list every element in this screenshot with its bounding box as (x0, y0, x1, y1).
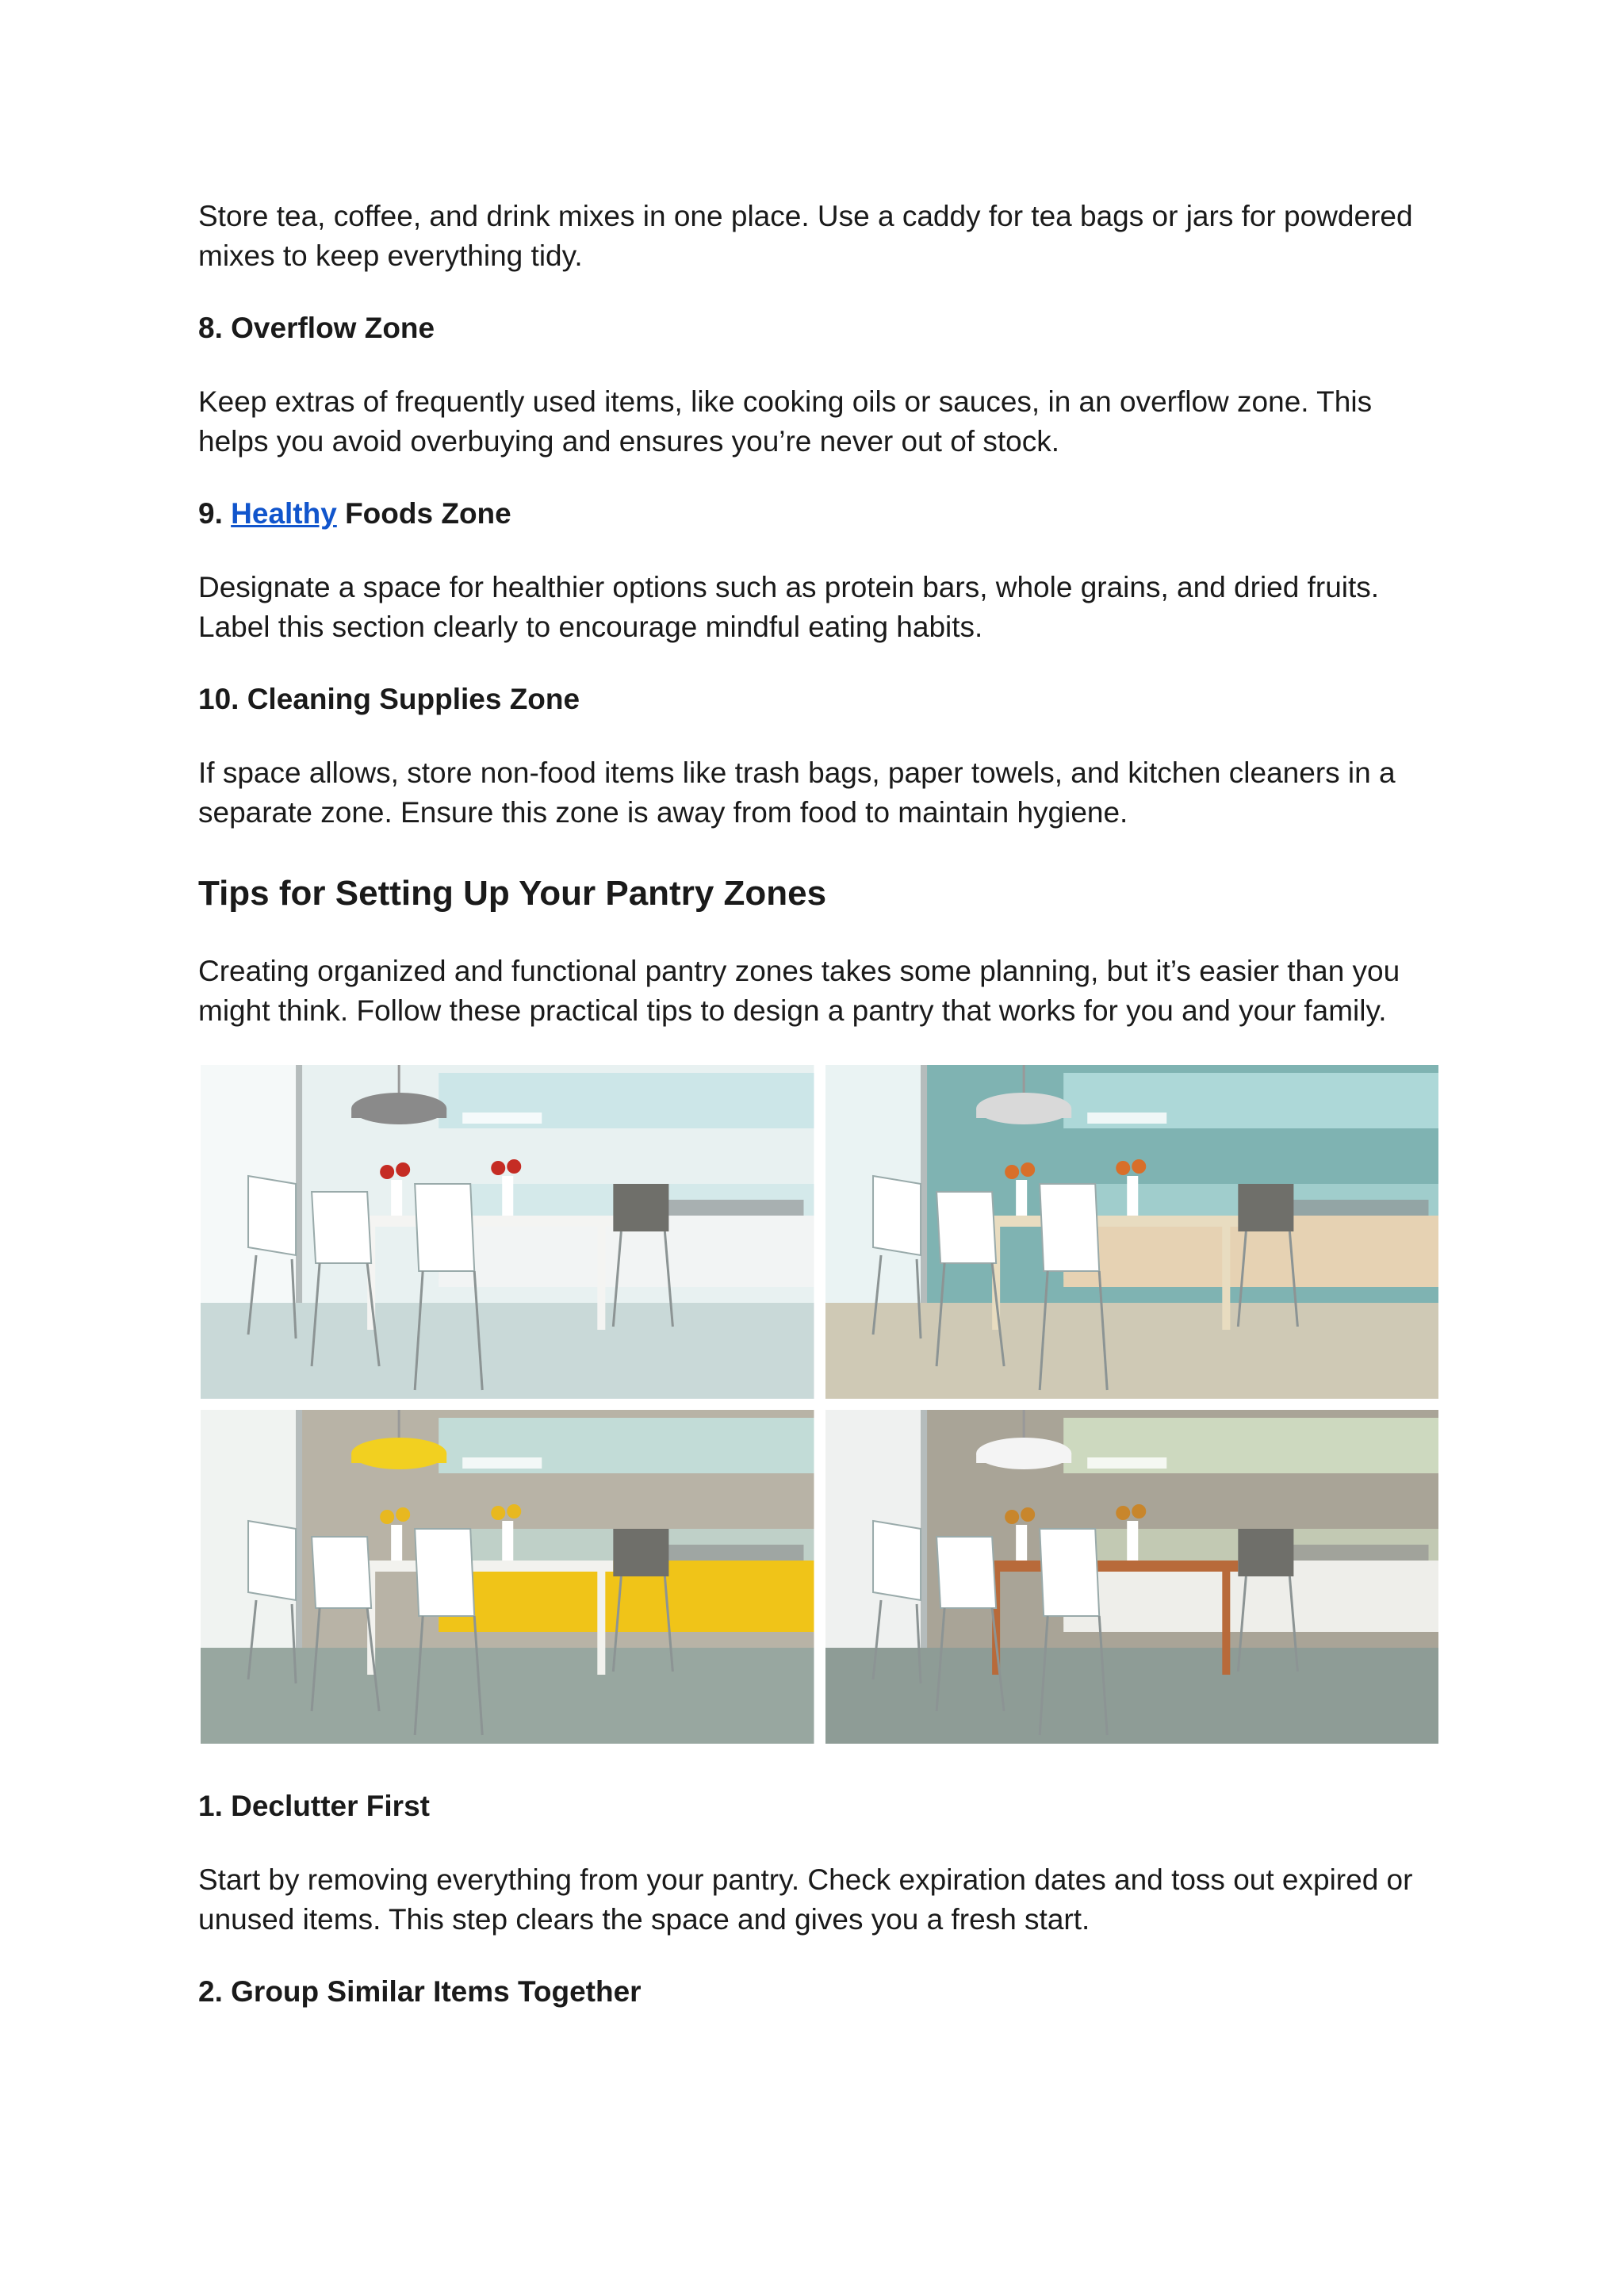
zone9-heading-suffix: Foods Zone (345, 497, 511, 530)
zone10-paragraph: If space allows, store non-food items like trash bags, paper towels, and kitchen cleaners in a separate zone. Ensure this zone is away from food to maintain hygiene. (198, 756, 1396, 829)
step1-heading: 1. Declutter First (198, 1790, 430, 1822)
step2-heading: 2. Group Similar Items Together (198, 1975, 642, 2008)
kitchen-collage-image (201, 1065, 1438, 1744)
kitchen-photo-1 (201, 1065, 814, 1399)
zone9-heading-prefix: 9. (198, 497, 223, 530)
tips-heading: Tips for Setting Up Your Pantry Zones (198, 874, 827, 913)
tips-paragraph: Creating organized and functional pantry zones takes some planning, but it’s easier than you might think. Follow these practical tips to design a pantry that works for you and your family. (198, 955, 1400, 1027)
zone9-paragraph: Designate a space for healthier options such as protein bars, whole grains, and dried fruits. Label this section clearly to encourage mindful eating habits. (198, 571, 1380, 643)
healthy-link[interactable]: Healthy (231, 497, 337, 530)
zone9-heading (198, 496, 1443, 531)
kitchen-photo-2 (825, 1065, 1439, 1399)
zone10-heading: 10. Cleaning Supplies Zone (198, 683, 580, 715)
kitchen-photo-4 (825, 1410, 1439, 1744)
intro-paragraph: Store tea, coffee, and drink mixes in one place. Use a caddy for tea bags or jars for powdered mixes to keep everything tidy. (198, 200, 1413, 272)
zone8-paragraph: Keep extras of frequently used items, like cooking oils or sauces, in an overflow zone. This helps you avoid overbuying and ensures you’re never out of stock. (198, 385, 1373, 458)
zone8-heading: 8. Overflow Zone (198, 312, 435, 344)
step1-paragraph: Start by removing everything from your pantry. Check expiration dates and toss out expired or unused items. This step clears the space and gives you a fresh start. (198, 1863, 1413, 1936)
kitchen-photo-3 (201, 1410, 814, 1744)
